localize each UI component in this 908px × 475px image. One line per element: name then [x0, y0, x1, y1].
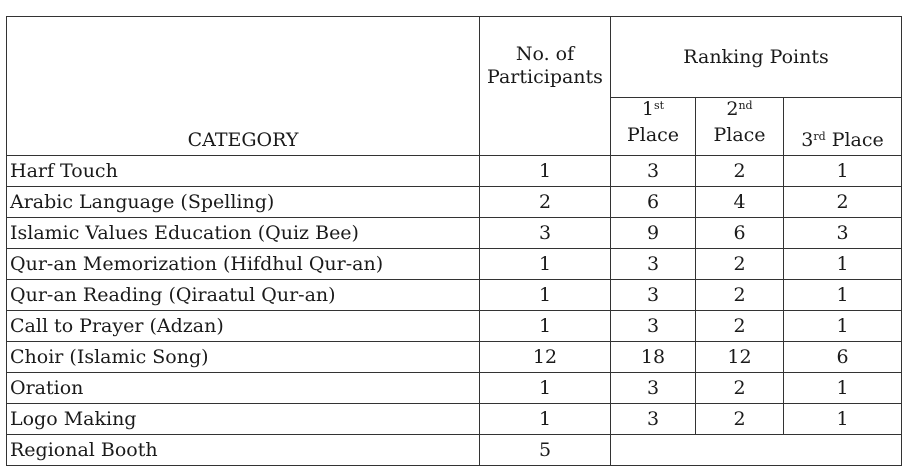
participants-cell: 1 [480, 249, 611, 280]
second-place-header [696, 98, 784, 156]
second-cell: 4 [696, 187, 784, 218]
first-place-word: Place [626, 124, 680, 146]
participants-cell: 1 [480, 280, 611, 311]
second-place-word: Place [713, 124, 766, 146]
participants-cell: 1 [480, 373, 611, 404]
third-cell: 1 [784, 156, 902, 187]
third-cell: 1 [784, 280, 902, 311]
second-cell: 2 [696, 156, 784, 187]
table-row [7, 435, 902, 466]
participants-cell: 2 [480, 187, 611, 218]
category-cell: Islamic Values Education (Quiz Bee) [7, 218, 480, 249]
first-cell: 3 [611, 249, 696, 280]
category-header: CATEGORY [7, 17, 480, 156]
participants-cell: 3 [480, 218, 611, 249]
second-place-suffix: nd [738, 99, 753, 112]
table-row [7, 187, 902, 218]
category-cell: Arabic Language (Spelling) [7, 187, 480, 218]
first-cell: 3 [611, 404, 696, 435]
third-cell: 6 [784, 342, 902, 373]
category-cell: Regional Booth [7, 435, 480, 466]
third-cell: 1 [784, 404, 902, 435]
first-cell: 18 [611, 342, 696, 373]
second-place-number: 2 [726, 98, 739, 120]
second-cell: 2 [696, 311, 784, 342]
ranking-points-header: Ranking Points [611, 17, 902, 98]
second-cell: 2 [696, 249, 784, 280]
third-place-number: 3 [801, 129, 814, 151]
category-cell: Qur-an Memorization (Hifdhul Qur-an) [7, 249, 480, 280]
category-cell: Choir (Islamic Song) [7, 342, 480, 373]
participants-header-line1: No. of [515, 43, 575, 65]
third-cell: 1 [784, 373, 902, 404]
second-cell: 12 [696, 342, 784, 373]
first-place-suffix: st [654, 99, 665, 112]
first-place-header [611, 98, 696, 156]
participants-cell: 1 [480, 311, 611, 342]
category-cell: Logo Making [7, 404, 480, 435]
second-cell: 6 [696, 218, 784, 249]
participants-cell: 1 [480, 156, 611, 187]
third-cell: 3 [784, 218, 902, 249]
participants-cell: 12 [480, 342, 611, 373]
table-row [7, 156, 902, 187]
table-row [7, 342, 902, 373]
table-row [7, 373, 902, 404]
category-cell: Harf Touch [7, 156, 480, 187]
table-row [7, 404, 902, 435]
first-cell: 3 [611, 311, 696, 342]
second-cell: 2 [696, 280, 784, 311]
category-cell: Oration [7, 373, 480, 404]
table-row [7, 280, 902, 311]
third-place-header [784, 98, 902, 156]
table-row [7, 218, 902, 249]
category-cell: Qur-an Reading (Qiraatul Qur-an) [7, 280, 480, 311]
table-row [7, 311, 902, 342]
first-cell: 6 [611, 187, 696, 218]
third-cell: 1 [784, 249, 902, 280]
third-place-word: Place [831, 129, 884, 151]
third-place-suffix: rd [813, 130, 826, 143]
second-cell: 2 [696, 404, 784, 435]
first-cell: 3 [611, 373, 696, 404]
third-cell: 1 [784, 311, 902, 342]
first-place-number: 1 [641, 98, 654, 120]
first-cell: 3 [611, 280, 696, 311]
empty-ranking-cell [611, 435, 902, 466]
first-cell: 3 [611, 156, 696, 187]
category-cell: Call to Prayer (Adzan) [7, 311, 480, 342]
participants-header-line2: Participants [487, 65, 603, 88]
participants-header [480, 17, 611, 156]
second-cell: 2 [696, 373, 784, 404]
ranking-points-table [6, 16, 902, 466]
participants-cell: 5 [480, 435, 611, 466]
table-row [7, 249, 902, 280]
participants-cell: 1 [480, 404, 611, 435]
first-cell: 9 [611, 218, 696, 249]
third-cell: 2 [784, 187, 902, 218]
